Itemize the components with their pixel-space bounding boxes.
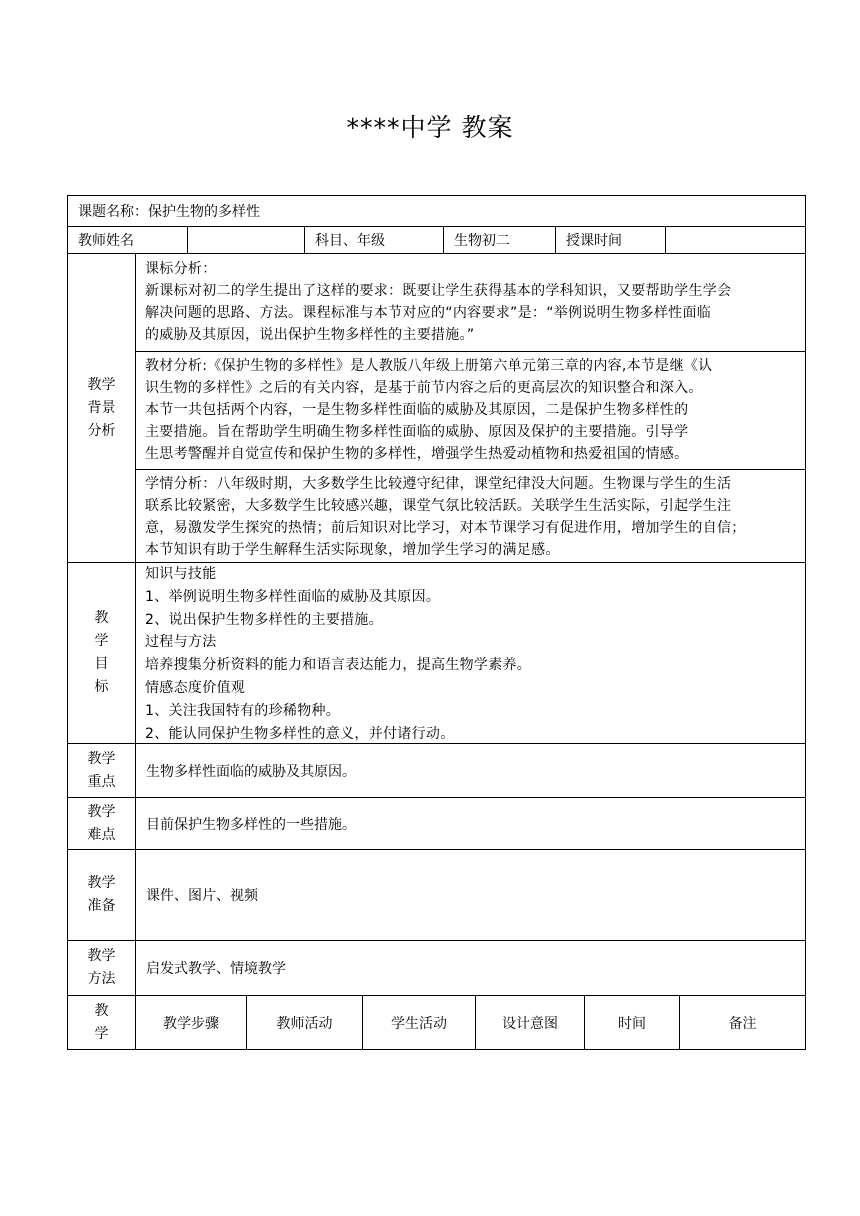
student-analysis — [136, 470, 806, 563]
objective-line: 情感态度价值观 — [145, 679, 246, 696]
student-line: 意，易激发学生探究的热情；前后知识对比学习，对本节课学习有促进作用，增加学生的自信； — [145, 520, 746, 536]
preparation-value: 课件、图片、视频 — [136, 850, 806, 941]
textbook-line: 主要措施。旨在帮助学生明确生物多样性面临的威胁、原因及保护的主要措施。引导学 — [145, 424, 689, 440]
preparation-label-line: 准备 — [87, 898, 116, 914]
page-title: ****中学 教案 — [346, 113, 514, 142]
textbook-line: 生思考警醒并自觉宣传和保护生物的多样性，增强学生热爱动植物和热爱祖国的情感。 — [145, 446, 689, 462]
teacher-value — [188, 227, 305, 254]
objective-line: 2、能认同保护生物多样性的意义，并付诸行动。 — [145, 725, 455, 742]
process-header-step: 教学步骤 — [136, 996, 247, 1050]
key-point-value: 生物多样性面临的威胁及其原因。 — [136, 744, 806, 798]
process-header-intent: 设计意图 — [476, 996, 585, 1050]
textbook-line: 本节一共包括两个内容，一是生物多样性面临的威胁及其原因，二是保护生物多样性的 — [145, 402, 689, 418]
student-line: 本节知识有助于学生解释生活实际现象，增加学生学习的满足感。 — [145, 542, 560, 558]
objective-line: 培养搜集分析资料的能力和语言表达能力，提高生物学素养。 — [145, 657, 532, 674]
process-label — [68, 996, 136, 1050]
curriculum-line: 解决问题的思路、方法。课程标准与本节对应的“内容要求”是：“举例说明生物多样性面临 — [145, 305, 712, 321]
process-header-time: 时间 — [585, 996, 680, 1050]
process-header-notes: 备注 — [680, 996, 806, 1050]
key-point-label-line: 重点 — [87, 773, 116, 790]
objectives-label-line: 目 — [94, 656, 109, 672]
objective-line: 1、举例说明生物多样性面临的威胁及其原因。 — [145, 588, 441, 605]
difficulty-label — [68, 798, 136, 850]
background-label-line: 背景 — [87, 399, 116, 416]
objective-line: 过程与方法 — [145, 634, 217, 651]
objective-line: 2、说出保护生物多样性的主要措施。 — [145, 611, 384, 628]
topic-cell: 课题名称：保护生物的多样性 — [68, 196, 806, 227]
textbook-line: 识生物的多样性》之后的有关内容，是基于前节内容之后的更高层次的知识整合和深入。 — [145, 380, 703, 396]
textbook-line: 教材分析:《保护生物的多样性》是人教版八年级上册第六单元第三章的内容,本节是继《认 — [145, 358, 713, 374]
process-header-student: 学生活动 — [363, 996, 476, 1050]
objectives-label — [68, 563, 136, 744]
teacher-label: 教师姓名 — [68, 227, 188, 254]
objectives-label-line: 学 — [94, 633, 109, 649]
curriculum-line: 的威胁及其原因，说出保护生物多样性的主要措施。” — [145, 327, 475, 343]
key-point-label-line: 教学 — [87, 750, 116, 767]
difficulty-label-line: 教学 — [87, 803, 116, 820]
process-label-line: 学 — [94, 1025, 109, 1042]
background-label-line: 教学 — [87, 376, 116, 393]
curriculum-analysis — [136, 254, 806, 352]
student-line: 联系比较紧密，大多数学生比较感兴趣，课堂气氛比较活跃。关联学生生活实际，引起学生注 — [145, 498, 732, 514]
process-label-line: 教 — [94, 1002, 109, 1019]
curriculum-line: 新课标对初二的学生提出了这样的要求：既要让学生获得基本的学科知识，又要帮助学生学会 — [145, 283, 732, 299]
background-label-line: 分析 — [87, 422, 116, 439]
difficulty-value: 目前保护生物多样性的一些措施。 — [136, 798, 806, 850]
objectives-content — [136, 563, 806, 744]
method-label — [68, 941, 136, 996]
subject-label: 科目、年级 — [305, 227, 444, 254]
process-header-teacher: 教师活动 — [247, 996, 363, 1050]
key-point-label — [68, 744, 136, 798]
preparation-label — [68, 850, 136, 941]
objectives-label-line: 教 — [94, 610, 109, 626]
objective-line: 知识与技能 — [145, 566, 217, 582]
preparation-label-line: 教学 — [87, 875, 116, 891]
curriculum-line: 课标分析： — [145, 261, 217, 277]
time-value — [666, 227, 806, 254]
time-label: 授课时间 — [556, 227, 666, 254]
method-value: 启发式教学、情境教学 — [136, 941, 806, 996]
difficulty-label-line: 难点 — [87, 826, 116, 843]
method-label-line: 教学 — [87, 948, 116, 964]
student-line: 学情分析：八年级时期，大多数学生比较遵守纪律，课堂纪律没大问题。生物课与学生的生活 — [145, 476, 732, 492]
objectives-label-line: 标 — [94, 679, 109, 695]
textbook-analysis — [136, 352, 806, 470]
method-label-line: 方法 — [87, 971, 116, 987]
background-label — [68, 254, 136, 563]
objective-line: 1、关注我国特有的珍稀物种。 — [145, 702, 341, 719]
lesson-plan-table — [67, 195, 806, 1050]
subject-value: 生物初二 — [444, 227, 556, 254]
